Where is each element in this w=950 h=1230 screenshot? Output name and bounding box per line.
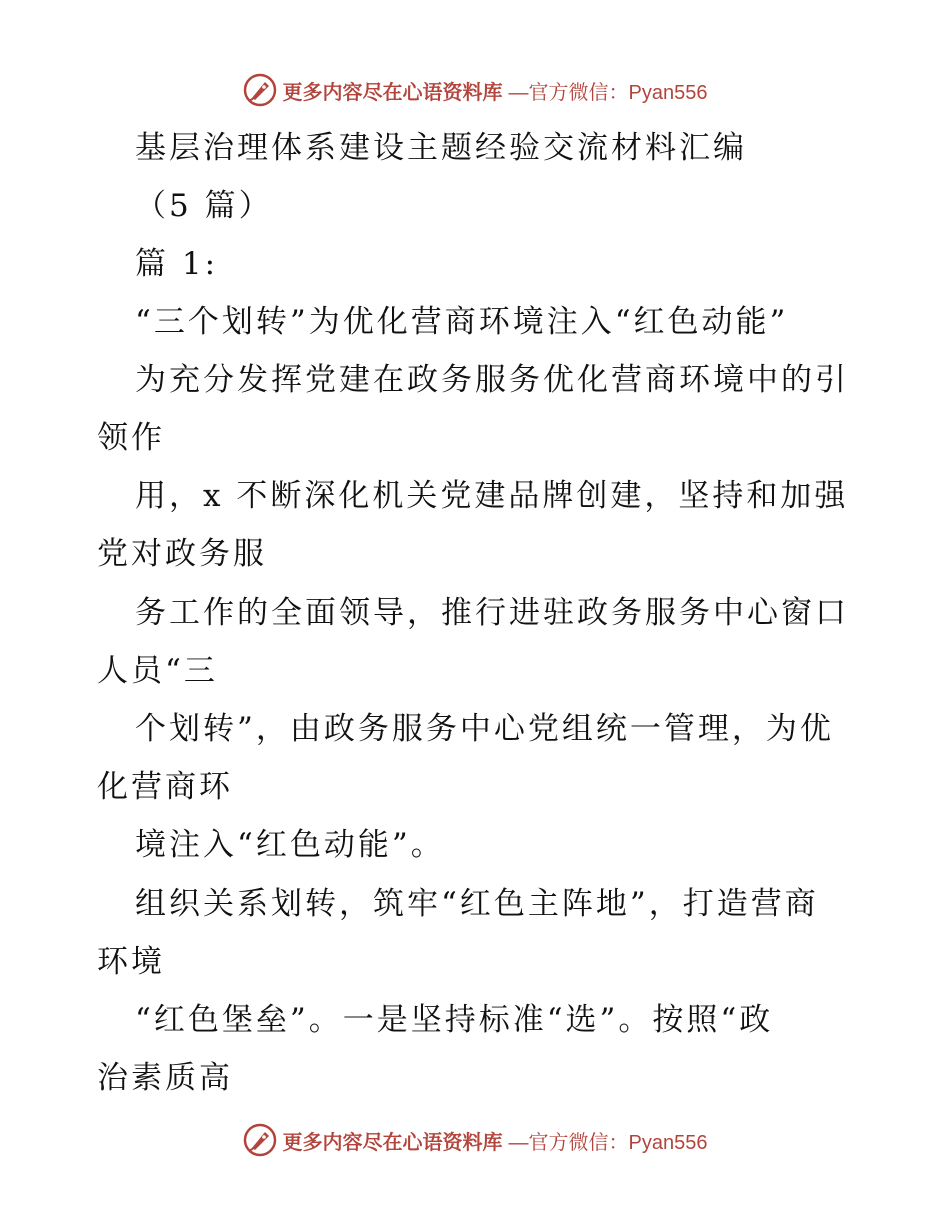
paragraph-line: 党对政务服 bbox=[97, 536, 267, 572]
paragraph-line: 境注入“红色动能”。 bbox=[135, 827, 445, 863]
paragraph-line: 环境 bbox=[97, 944, 165, 980]
paragraph-line: 人员“三 bbox=[97, 653, 218, 689]
header-banner-text: 更多内容尽在心语资料库 bbox=[282, 79, 503, 104]
pen-nib-logo-icon bbox=[243, 1123, 277, 1157]
paragraph-line: 组织关系划转，筑牢“红色主阵地”，打造营商 bbox=[135, 886, 819, 922]
header-watermark-banner bbox=[0, 70, 950, 110]
pen-nib-logo-icon bbox=[243, 73, 277, 107]
header-banner-wechat: —官方微信：Pyan556 bbox=[508, 81, 708, 104]
paragraph-line: 务工作的全面领导，推行进驻政务服务中心窗口 bbox=[135, 595, 849, 631]
document-subtitle: （5 篇） bbox=[135, 188, 273, 224]
paragraph-line: 领作 bbox=[97, 420, 165, 456]
article-title: “三个划转”为优化营商环境注入“红色动能” bbox=[135, 304, 789, 340]
paragraph-line: 治素质高 bbox=[97, 1060, 233, 1096]
paragraph-line: 为充分发挥党建在政务服务优化营商环境中的引 bbox=[135, 362, 849, 398]
footer-banner-wechat: —官方微信：Pyan556 bbox=[508, 1131, 708, 1154]
paragraph-line: 个划转”，由政务服务中心党组统一管理，为优 bbox=[135, 711, 834, 747]
paragraph-line: 化营商环 bbox=[97, 769, 233, 805]
footer-watermark-banner bbox=[0, 1120, 950, 1160]
paragraph-line: 用，x 不断深化机关党建品牌创建，坚持和加强 bbox=[135, 478, 849, 514]
paragraph-line: “红色堡垒”。一是坚持标准“选”。按照“政 bbox=[135, 1002, 774, 1038]
footer-banner-text: 更多内容尽在心语资料库 bbox=[282, 1129, 503, 1154]
document-title: 基层治理体系建设主题经验交流材料汇编 bbox=[135, 130, 747, 166]
section-heading: 篇 1: bbox=[135, 246, 219, 282]
